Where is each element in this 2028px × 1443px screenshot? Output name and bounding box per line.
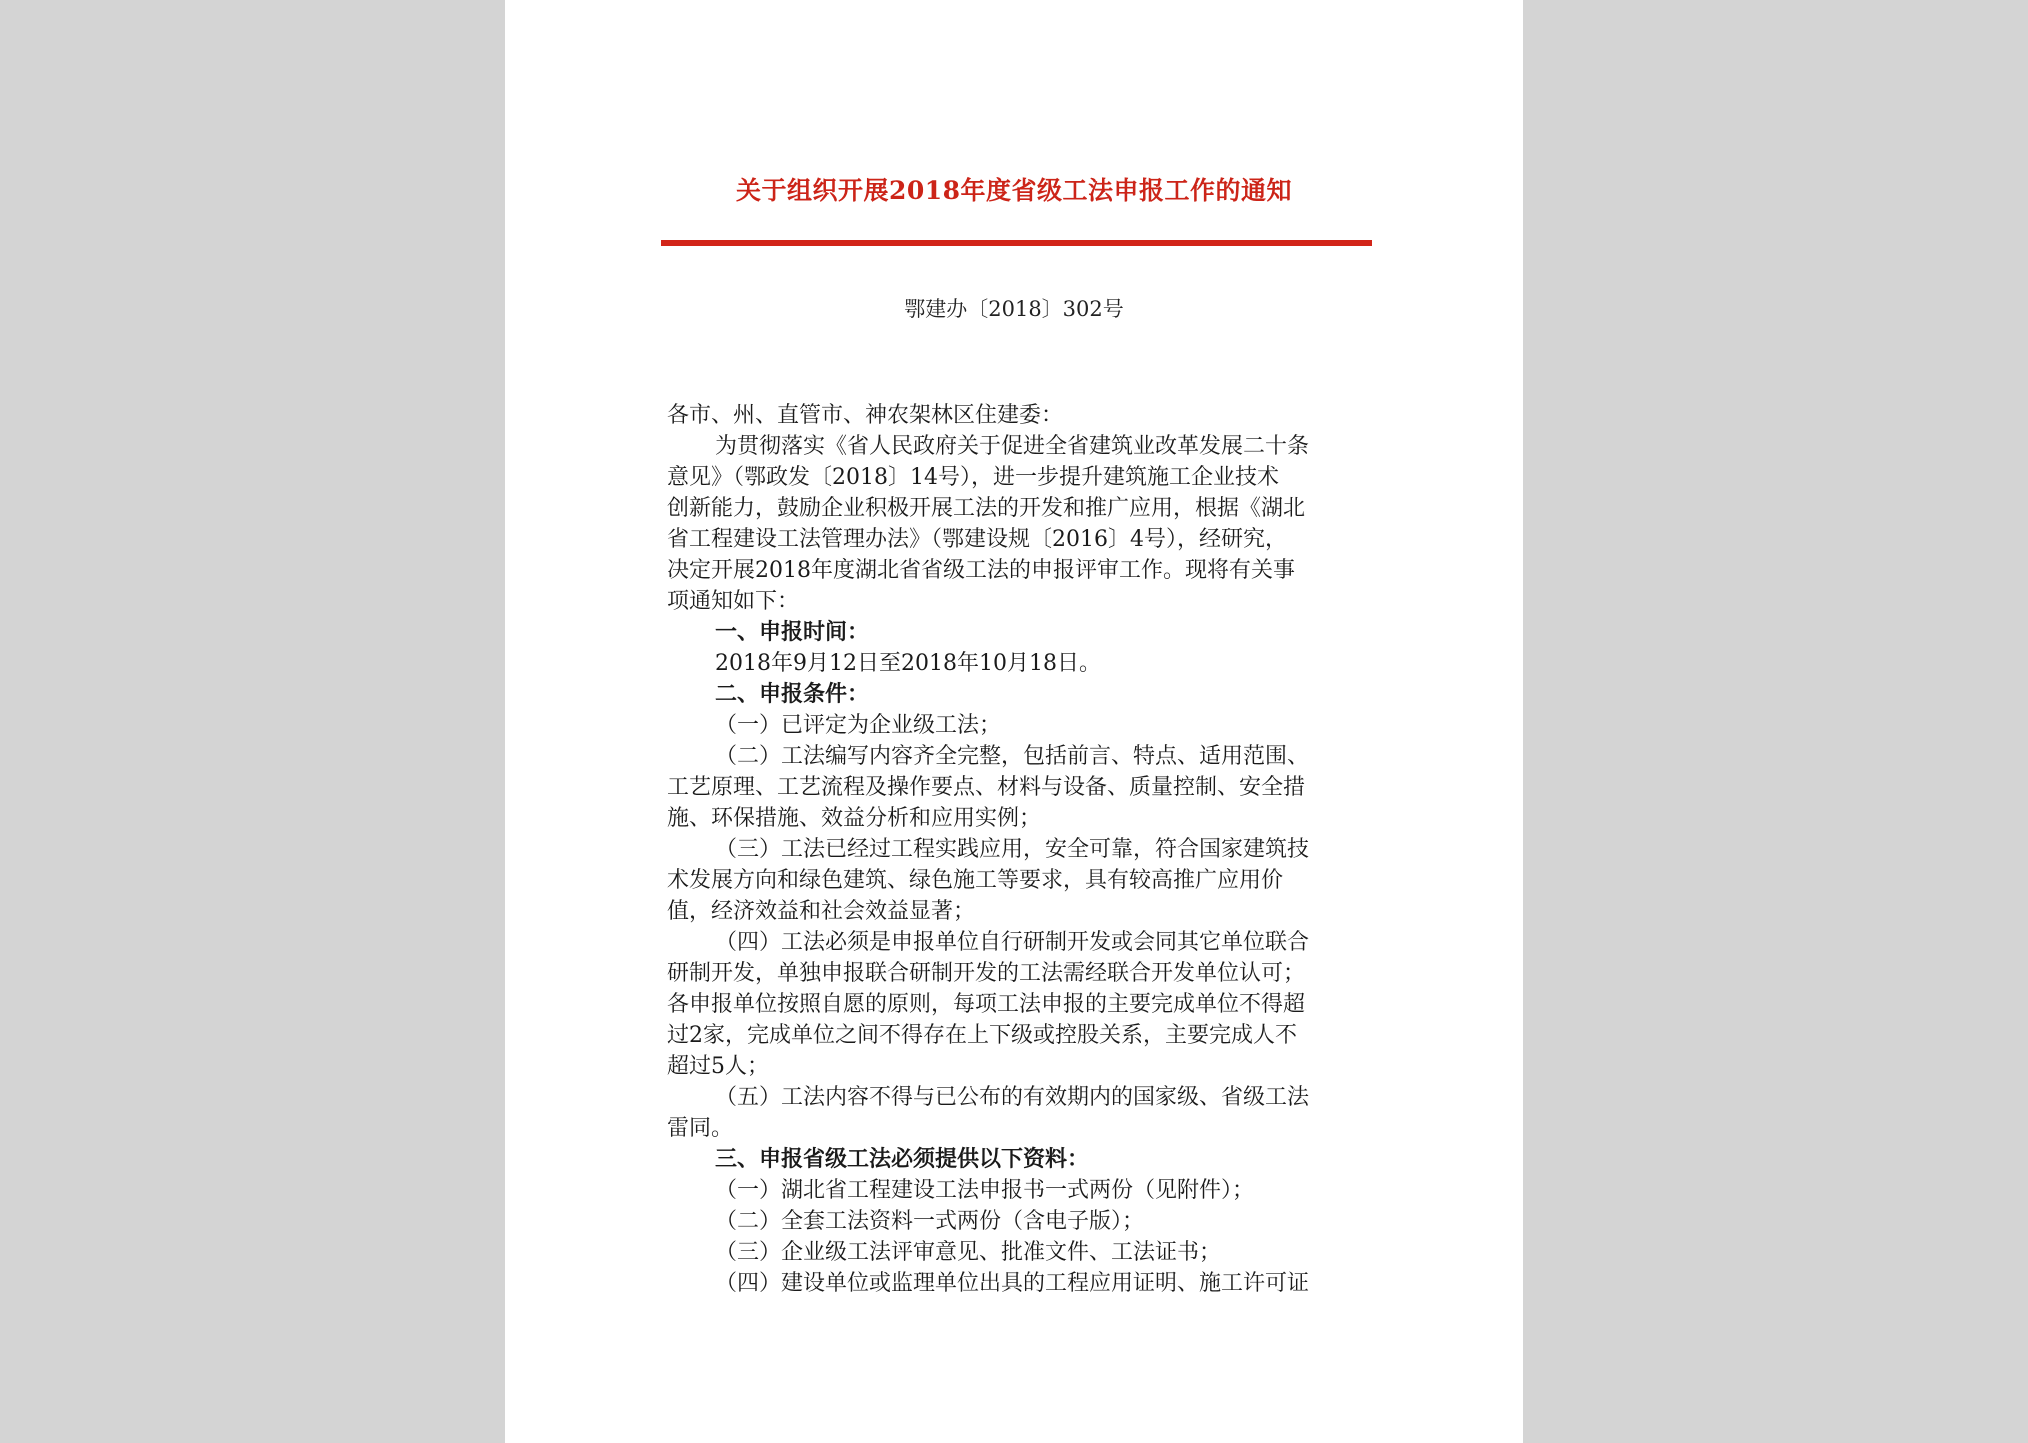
body-text-line: （一）已评定为企业级工法； <box>715 713 1002 738</box>
body-text-line: （五）工法内容不得与已公布的有效期内的国家级、省级工法 <box>715 1085 1310 1110</box>
body-text-line: （四）工法必须是申报单位自行研制开发或会同其它单位联合 <box>715 930 1310 955</box>
body-text-line: 项通知如下： <box>667 589 800 614</box>
body-text-line: 2018年9月12日至2018年10月18日。 <box>715 651 1101 676</box>
body-text-line: （三）企业级工法评审意见、批准文件、工法证书； <box>715 1240 1222 1265</box>
body-text-line: 研制开发，单独申报联合研制开发的工法需经联合开发单位认可； <box>667 961 1306 986</box>
body-text-line: 省工程建设工法管理办法》（鄂建设规〔2016〕4号），经研究， <box>667 527 1287 552</box>
body-text-line: 雷同。 <box>667 1116 734 1141</box>
body-text-line: 术发展方向和绿色建筑、绿色施工等要求，具有较高推广应用价 <box>667 868 1284 893</box>
document-page <box>505 0 1523 1443</box>
document-number: 鄂建办〔2018〕302号 <box>904 297 1124 321</box>
body-text-line: 值，经济效益和社会效益显著； <box>667 899 976 924</box>
body-text-line: 决定开展2018年度湖北省省级工法的申报评审工作。现将有关事 <box>667 558 1295 583</box>
body-text-line: （四）建设单位或监理单位出具的工程应用证明、施工许可证 <box>715 1271 1310 1296</box>
body-text-line: 意见》（鄂政发〔2018〕14号），进一步提升建筑施工企业技术 <box>667 465 1279 490</box>
body-text-line: 各申报单位按照自愿的原则，每项工法申报的主要完成单位不得超 <box>667 992 1306 1017</box>
body-text-line: （二）全套工法资料一式两份（含电子版）； <box>715 1209 1145 1234</box>
section-heading: 一、申报时间： <box>715 619 870 645</box>
document-body <box>667 400 1377 1299</box>
body-text-line: 各市、州、直管市、神农架林区住建委： <box>667 403 1064 428</box>
document-title: 关于组织开展2018年度省级工法申报工作的通知 <box>735 176 1293 205</box>
body-text-line: 施、环保措施、效益分析和应用实例； <box>667 806 1042 831</box>
body-text-line: 创新能力，鼓励企业积极开展工法的开发和推广应用，根据《湖北 <box>667 496 1306 521</box>
red-header-rule <box>661 240 1372 246</box>
body-text-line: 工艺原理、工艺流程及操作要点、材料与设备、质量控制、安全措 <box>667 775 1306 800</box>
section-heading: 三、申报省级工法必须提供以下资料： <box>715 1146 1090 1172</box>
body-text-line: 为贯彻落实《省人民政府关于促进全省建筑业改革发展二十条 <box>715 434 1310 459</box>
section-heading: 二、申报条件： <box>715 681 870 707</box>
body-text-line: （一）湖北省工程建设工法申报书一式两份（见附件）； <box>715 1178 1255 1203</box>
body-text-line: （二）工法编写内容齐全完整，包括前言、特点、适用范围、 <box>715 744 1310 769</box>
body-text-line: 超过5人； <box>667 1054 769 1079</box>
body-text-line: 过2家，完成单位之间不得存在上下级或控股关系，主要完成人不 <box>667 1023 1297 1048</box>
body-text-line: （三）工法已经过工程实践应用，安全可靠，符合国家建筑技 <box>715 837 1310 862</box>
